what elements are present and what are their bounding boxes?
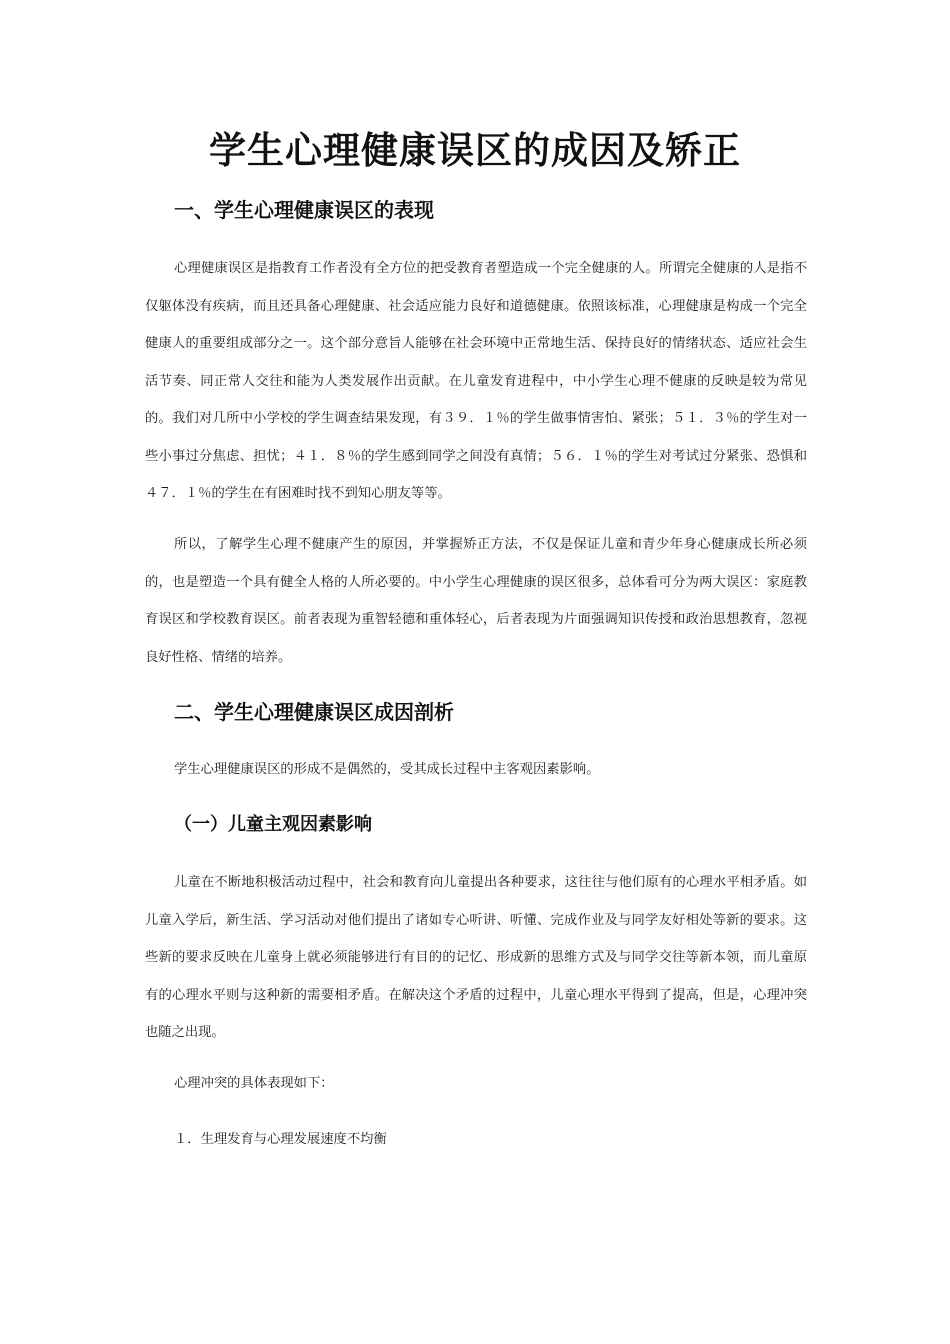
subsection1-paragraph-1: 儿童在不断地积极活动过程中，社会和教育向儿童提出各种要求，这往往与他们原有的心理水平相矛盾。如儿童入学后，新生活、学习活动对他们提出了诸如专心听讲、听懂、完成作业及与同学友好相处等新的要求。这些新的要求反映在儿童身上就必须能够进行有目的的记忆、形成新的思维方式及与同学交往等新本领，而儿童原有的心理水平则与这种新的需要相矛盾。在解决这个矛盾的过程中，儿童心理水平得到了提高，但是，心理冲突也随之出现。 (145, 875, 807, 1040)
list-item-1: １．生理发育与心理发展速度不均衡 (174, 1132, 387, 1147)
section-heading-1: 一、学生心理健康误区的表现 (174, 198, 434, 222)
document-title: 学生心理健康误区的成因及矫正 (209, 129, 741, 172)
section-heading-2: 二、学生心理健康误区成因剖析 (174, 700, 454, 724)
subsection-heading-1: （一）儿童主观因素影响 (174, 814, 372, 835)
subsection1-paragraph-2: 心理冲突的具体表现如下： (174, 1076, 334, 1091)
section2-intro: 学生心理健康误区的形成不是偶然的，受其成长过程中主客观因素影响。 (174, 762, 600, 777)
section1-paragraph-1: 心理健康误区是指教育工作者没有全方位的把受教育者塑造成一个完全健康的人。所谓完全健康的人是指不仅躯体没有疾病，而且还具备心理健康、社会适应能力良好和道德健康。依照该标准，心理健康是构成一个完全健康人的重要组成部分之一。这个部分意旨人能够在社会环境中正常地生活、保持良好的情绪状态、适应社会生活节奏、同正常人交往和能为人类发展作出贡献。在儿童发育进程中，中小学生心理不健康的反映是较为常见的。我们对几所中小学校的学生调查结果发现，有３９．１％的学生做事情害怕、紧张；５１．３％的学生对一些小事过分焦虑、担忧；４１．８％的学生感到同学之间没有真情；５６．１％的学生对考试过分紧张、恐惧和４７．１％的学生在有困难时找不到知心朋友等等。 (145, 261, 807, 501)
section1-paragraph-2: 所以，了解学生心理不健康产生的原因，并掌握矫正方法，不仅是保证儿童和青少年身心健康成长所必须的，也是塑造一个具有健全人格的人所必要的。中小学生心理健康的误区很多，总体看可分为两大误区：家庭教育误区和学校教育误区。前者表现为重智轻德和重体轻心，后者表现为片面强调知识传授和政治思想教育，忽视良好性格、情绪的培养。 (145, 537, 807, 665)
